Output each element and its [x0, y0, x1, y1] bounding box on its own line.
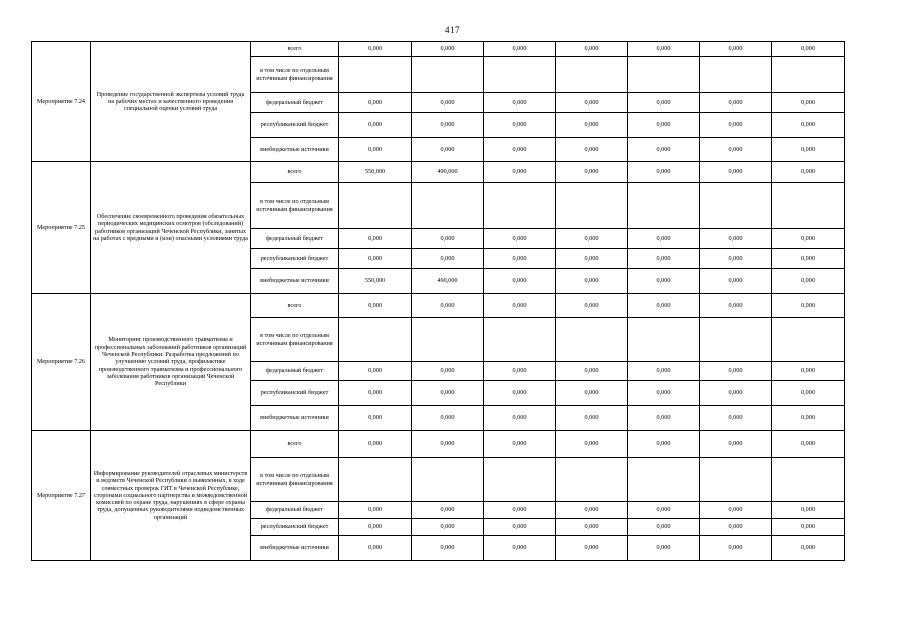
funding-source: республиканский бюджет — [251, 249, 339, 269]
value-cell: 0,000 — [412, 229, 484, 249]
value-cell: 0,000 — [628, 431, 700, 458]
value-cell: 0,000 — [556, 229, 628, 249]
value-cell: 0,000 — [700, 294, 772, 318]
funding-source: внебюджетные источники — [251, 536, 339, 561]
value-cell: 0,000 — [484, 162, 556, 183]
value-cell: 0,000 — [772, 138, 845, 162]
value-cell: 0,000 — [339, 362, 412, 381]
value-cell: 0,000 — [700, 381, 772, 406]
value-cell: 0,000 — [412, 113, 484, 138]
funding-source: в том числе по отдельным источникам финансирования — [251, 318, 339, 362]
table-row — [32, 42, 845, 57]
value-cell: 0,000 — [556, 536, 628, 561]
value-cell: 0,000 — [339, 536, 412, 561]
value-cell: 0,000 — [628, 229, 700, 249]
value-cell: 0,000 — [339, 93, 412, 113]
value-cell: 0,000 — [484, 519, 556, 536]
value-cell: 0,000 — [556, 249, 628, 269]
value-cell: 0,000 — [628, 381, 700, 406]
value-cell: 0,000 — [412, 249, 484, 269]
value-cell — [700, 318, 772, 362]
measure-description: Обеспечение своевременного проведения обязательных периодических медицинских осмотров (обследований) работников организаций Чеченской Республики, занятых на работах с вредными и (или) опасными условиями труда — [91, 162, 251, 294]
value-cell: 0,000 — [556, 362, 628, 381]
value-cell: 0,000 — [628, 138, 700, 162]
value-cell: 0,000 — [700, 406, 772, 431]
value-cell: 0,000 — [772, 42, 845, 57]
measure-label: Мероприятие 7.26 — [32, 294, 91, 431]
value-cell: 0,000 — [700, 229, 772, 249]
value-cell: 0,000 — [700, 431, 772, 458]
value-cell: 0,000 — [339, 249, 412, 269]
value-cell: 0,000 — [556, 406, 628, 431]
value-cell: 0,000 — [628, 269, 700, 294]
value-cell: 0,000 — [412, 294, 484, 318]
value-cell — [484, 318, 556, 362]
value-cell: 0,000 — [628, 294, 700, 318]
value-cell: 0,000 — [484, 249, 556, 269]
value-cell: 0,000 — [484, 229, 556, 249]
value-cell: 0,000 — [772, 536, 845, 561]
value-cell: 0,000 — [700, 269, 772, 294]
value-cell: 0,000 — [484, 502, 556, 519]
funding-source: внебюджетные источники — [251, 269, 339, 294]
funding-source: в том числе по отдельным источникам финансирования — [251, 57, 339, 93]
funding-source: всего — [251, 431, 339, 458]
value-cell — [700, 57, 772, 93]
value-cell: 0,000 — [628, 93, 700, 113]
funding-source: федеральный бюджет — [251, 502, 339, 519]
value-cell: 0,000 — [628, 249, 700, 269]
value-cell: 0,000 — [772, 162, 845, 183]
value-cell: 0,000 — [412, 42, 484, 57]
value-cell: 0,000 — [628, 536, 700, 561]
table-row — [32, 294, 845, 318]
value-cell: 0,000 — [700, 138, 772, 162]
value-cell — [412, 183, 484, 229]
funding-source: всего — [251, 294, 339, 318]
value-cell — [339, 183, 412, 229]
value-cell — [556, 318, 628, 362]
value-cell — [556, 458, 628, 502]
value-cell — [339, 458, 412, 502]
value-cell: 0,000 — [556, 269, 628, 294]
value-cell: 0,000 — [628, 502, 700, 519]
funding-source: внебюджетные источники — [251, 138, 339, 162]
table-row — [32, 431, 845, 458]
value-cell — [412, 458, 484, 502]
page-number: 417 — [445, 25, 460, 35]
value-cell: 0,000 — [412, 406, 484, 431]
value-cell: 0,000 — [412, 381, 484, 406]
value-cell: 0,000 — [628, 406, 700, 431]
funding-table — [31, 41, 845, 561]
value-cell: 0,000 — [484, 381, 556, 406]
funding-source: всего — [251, 42, 339, 57]
value-cell — [700, 458, 772, 502]
value-cell — [412, 57, 484, 93]
value-cell: 0,000 — [556, 431, 628, 458]
value-cell — [628, 318, 700, 362]
value-cell: 0,000 — [556, 42, 628, 57]
funding-source: в том числе по отдельным источникам финансирования — [251, 458, 339, 502]
value-cell — [556, 57, 628, 93]
value-cell: 0,000 — [700, 249, 772, 269]
value-cell: 0,000 — [339, 229, 412, 249]
value-cell: 0,000 — [484, 42, 556, 57]
value-cell: 0,000 — [700, 113, 772, 138]
value-cell: 0,000 — [556, 502, 628, 519]
value-cell: 0,000 — [339, 294, 412, 318]
value-cell: 0,000 — [412, 502, 484, 519]
value-cell: 0,000 — [339, 502, 412, 519]
table-body — [32, 42, 845, 561]
funding-source: в том числе по отдельным источникам финансирования — [251, 183, 339, 229]
funding-source: внебюджетные источники — [251, 406, 339, 431]
value-cell: 0,000 — [412, 362, 484, 381]
value-cell: 0,000 — [628, 362, 700, 381]
measure-label: Мероприятие 7.27 — [32, 431, 91, 561]
value-cell: 0,000 — [628, 519, 700, 536]
measure-description: Проведение государственной экспертизы условий труда на рабочих местах и качественного проведения специальной оценки условий труда — [91, 42, 251, 162]
value-cell: 0,000 — [772, 431, 845, 458]
funding-source: всего — [251, 162, 339, 183]
value-cell: 0,000 — [700, 536, 772, 561]
value-cell: 0,000 — [484, 431, 556, 458]
value-cell: 0,000 — [772, 93, 845, 113]
value-cell: 0,000 — [556, 519, 628, 536]
funding-source: федеральный бюджет — [251, 362, 339, 381]
value-cell — [628, 458, 700, 502]
value-cell: 0,000 — [556, 294, 628, 318]
value-cell: 0,000 — [412, 519, 484, 536]
value-cell — [628, 57, 700, 93]
value-cell: 0,000 — [556, 162, 628, 183]
value-cell: 0,000 — [339, 113, 412, 138]
value-cell: 0,000 — [772, 381, 845, 406]
measure-label: Мероприятие 7.25 — [32, 162, 91, 294]
funding-source: республиканский бюджет — [251, 381, 339, 406]
funding-source: республиканский бюджет — [251, 113, 339, 138]
value-cell: 0,000 — [339, 519, 412, 536]
value-cell — [484, 458, 556, 502]
value-cell: 0,000 — [484, 113, 556, 138]
value-cell — [484, 183, 556, 229]
value-cell — [772, 57, 845, 93]
measure-description: Информирование руководителей отраслевых министерств и ведомств Чеченской Республики о выявленных, в ходе совместных проверок ГИТ в Чеченской Республике, сторонами социального партнерства и межведомственной комиссией по охране труда, нарушениях в сфере охраны труда, допущенных руководителями подведомственных организаций — [91, 431, 251, 561]
value-cell — [772, 318, 845, 362]
value-cell: 0,000 — [772, 406, 845, 431]
funding-source: республиканский бюджет — [251, 519, 339, 536]
value-cell — [412, 318, 484, 362]
value-cell: 0,000 — [484, 294, 556, 318]
value-cell: 0,000 — [772, 269, 845, 294]
value-cell: 0,000 — [700, 519, 772, 536]
funding-source: федеральный бюджет — [251, 93, 339, 113]
value-cell — [339, 57, 412, 93]
value-cell: 0,000 — [484, 362, 556, 381]
value-cell: 0,000 — [556, 381, 628, 406]
value-cell: 0,000 — [772, 249, 845, 269]
value-cell: 0,000 — [772, 113, 845, 138]
value-cell: 490,000 — [412, 269, 484, 294]
value-cell — [772, 458, 845, 502]
value-cell: 0,000 — [484, 536, 556, 561]
value-cell: 0,000 — [484, 406, 556, 431]
value-cell: 0,000 — [412, 138, 484, 162]
value-cell: 0,000 — [412, 536, 484, 561]
value-cell: 0,000 — [412, 431, 484, 458]
value-cell: 0,000 — [412, 93, 484, 113]
value-cell: 0,000 — [339, 406, 412, 431]
value-cell: 0,000 — [772, 362, 845, 381]
value-cell — [556, 183, 628, 229]
value-cell: 0,000 — [484, 269, 556, 294]
value-cell: 0,000 — [628, 113, 700, 138]
value-cell: 0,000 — [628, 162, 700, 183]
value-cell: 0,000 — [628, 42, 700, 57]
value-cell: 0,000 — [700, 93, 772, 113]
value-cell — [628, 183, 700, 229]
value-cell — [339, 318, 412, 362]
value-cell: 0,000 — [700, 162, 772, 183]
value-cell: 0,000 — [484, 138, 556, 162]
value-cell: 0,000 — [339, 138, 412, 162]
value-cell: 490,000 — [412, 162, 484, 183]
value-cell: 0,000 — [556, 93, 628, 113]
value-cell: 0,000 — [772, 229, 845, 249]
value-cell: 0,000 — [484, 93, 556, 113]
value-cell: 550,000 — [339, 269, 412, 294]
value-cell: 0,000 — [339, 381, 412, 406]
value-cell — [772, 183, 845, 229]
measure-label: Мероприятие 7.24 — [32, 42, 91, 162]
value-cell: 0,000 — [700, 42, 772, 57]
value-cell: 0,000 — [772, 294, 845, 318]
value-cell — [484, 57, 556, 93]
value-cell: 0,000 — [772, 519, 845, 536]
value-cell — [700, 183, 772, 229]
value-cell: 0,000 — [772, 502, 845, 519]
value-cell: 0,000 — [700, 502, 772, 519]
value-cell: 0,000 — [556, 113, 628, 138]
value-cell: 0,000 — [556, 138, 628, 162]
table-row — [32, 162, 845, 183]
value-cell: 550,000 — [339, 162, 412, 183]
value-cell: 0,000 — [700, 362, 772, 381]
value-cell: 0,000 — [339, 42, 412, 57]
measure-description: Мониторинг производственного травматизма и профессиональных заболеваний работников организаций Чеченской Республики. Разработка предложений по улучшению условий труда, профилактике производственного травматизма и профессионального заболевания работников организаций Чеченской Республики — [91, 294, 251, 431]
funding-source: федеральный бюджет — [251, 229, 339, 249]
value-cell: 0,000 — [339, 431, 412, 458]
